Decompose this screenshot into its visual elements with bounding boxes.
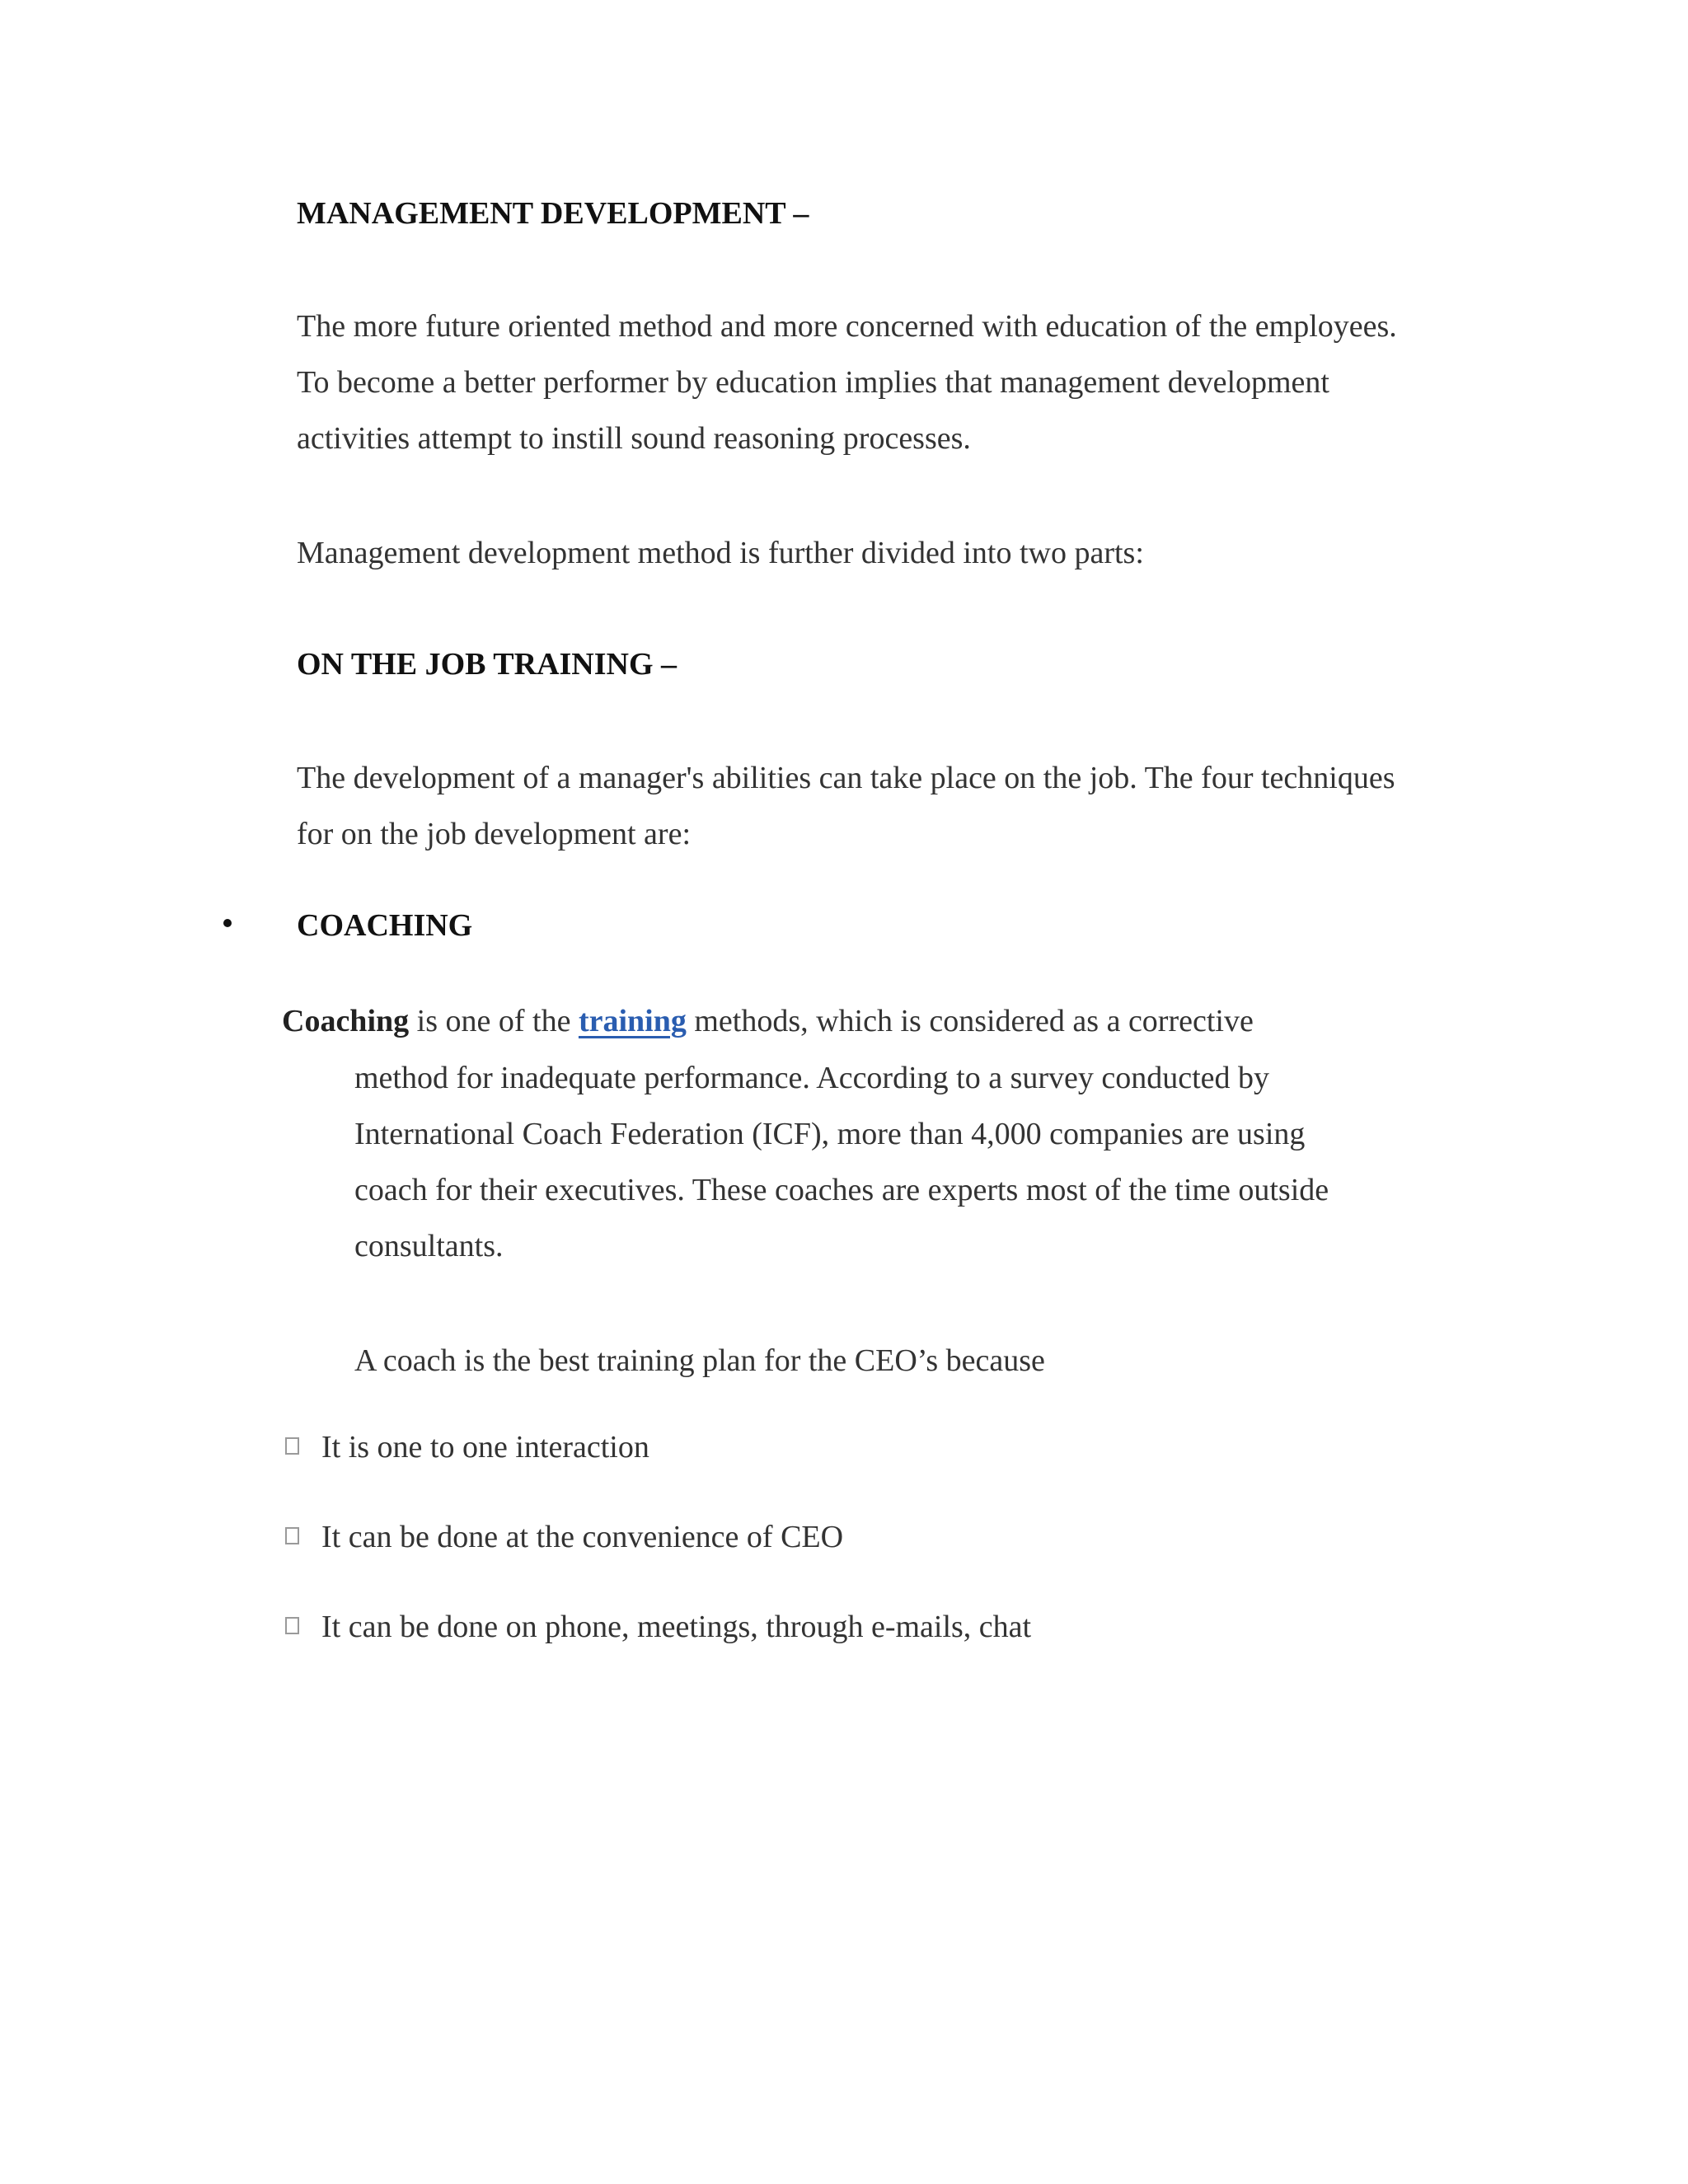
heading-management-development: MANAGEMENT DEVELOPMENT – [297, 196, 809, 231]
bullet-dot [223, 919, 232, 927]
coaching-paragraph-line-5: consultants. [354, 1229, 504, 1263]
checkbox-bullet-icon [285, 1437, 299, 1455]
coaching-paragraph-line-4: coach for their executives. These coaches are experts most of the time outside [354, 1173, 1329, 1207]
coaching-text-part-1: is one of the [409, 1004, 579, 1038]
coach-best-plan-text: A coach is the best training plan for the CEO’s because [354, 1343, 1045, 1378]
bullet-coaching-heading: COACHING [297, 908, 473, 943]
reason-item-3: It can be done on phone, meetings, through e-mails, chat [321, 1610, 1032, 1644]
paragraph-3-line-1: The development of a manager's abilities can take place on the job. The four techniques [297, 761, 1395, 795]
checkbox-bullet-icon [285, 1527, 299, 1544]
training-link[interactable]: training [578, 1004, 687, 1038]
checkbox-bullet-icon [285, 1617, 299, 1634]
heading-on-the-job-training: ON THE JOB TRAINING – [297, 647, 678, 682]
coaching-paragraph-line-3: International Coach Federation (ICF), more than 4,000 companies are using [354, 1117, 1306, 1151]
paragraph-1-line-1: The more future oriented method and more concerned with education of the employees. [297, 309, 1397, 344]
coaching-paragraph-line-1 [282, 1002, 1254, 1040]
coaching-paragraph-line-2: method for inadequate performance. According to a survey conducted by [354, 1061, 1270, 1095]
paragraph-2: Management development method is further divided into two parts: [297, 536, 1144, 570]
reason-item-1: It is one to one interaction [321, 1430, 649, 1465]
paragraph-3-line-2: for on the job development are: [297, 817, 692, 851]
paragraph-1-line-3: activities attempt to instill sound reasoning processes. [297, 421, 971, 456]
coaching-term: Coaching [282, 1004, 410, 1038]
reason-item-2: It can be done at the convenience of CEO [321, 1520, 844, 1554]
paragraph-1-line-2: To become a better performer by education implies that management development [297, 365, 1329, 400]
coaching-text-part-2: methods, which is considered as a corrective [686, 1004, 1254, 1038]
